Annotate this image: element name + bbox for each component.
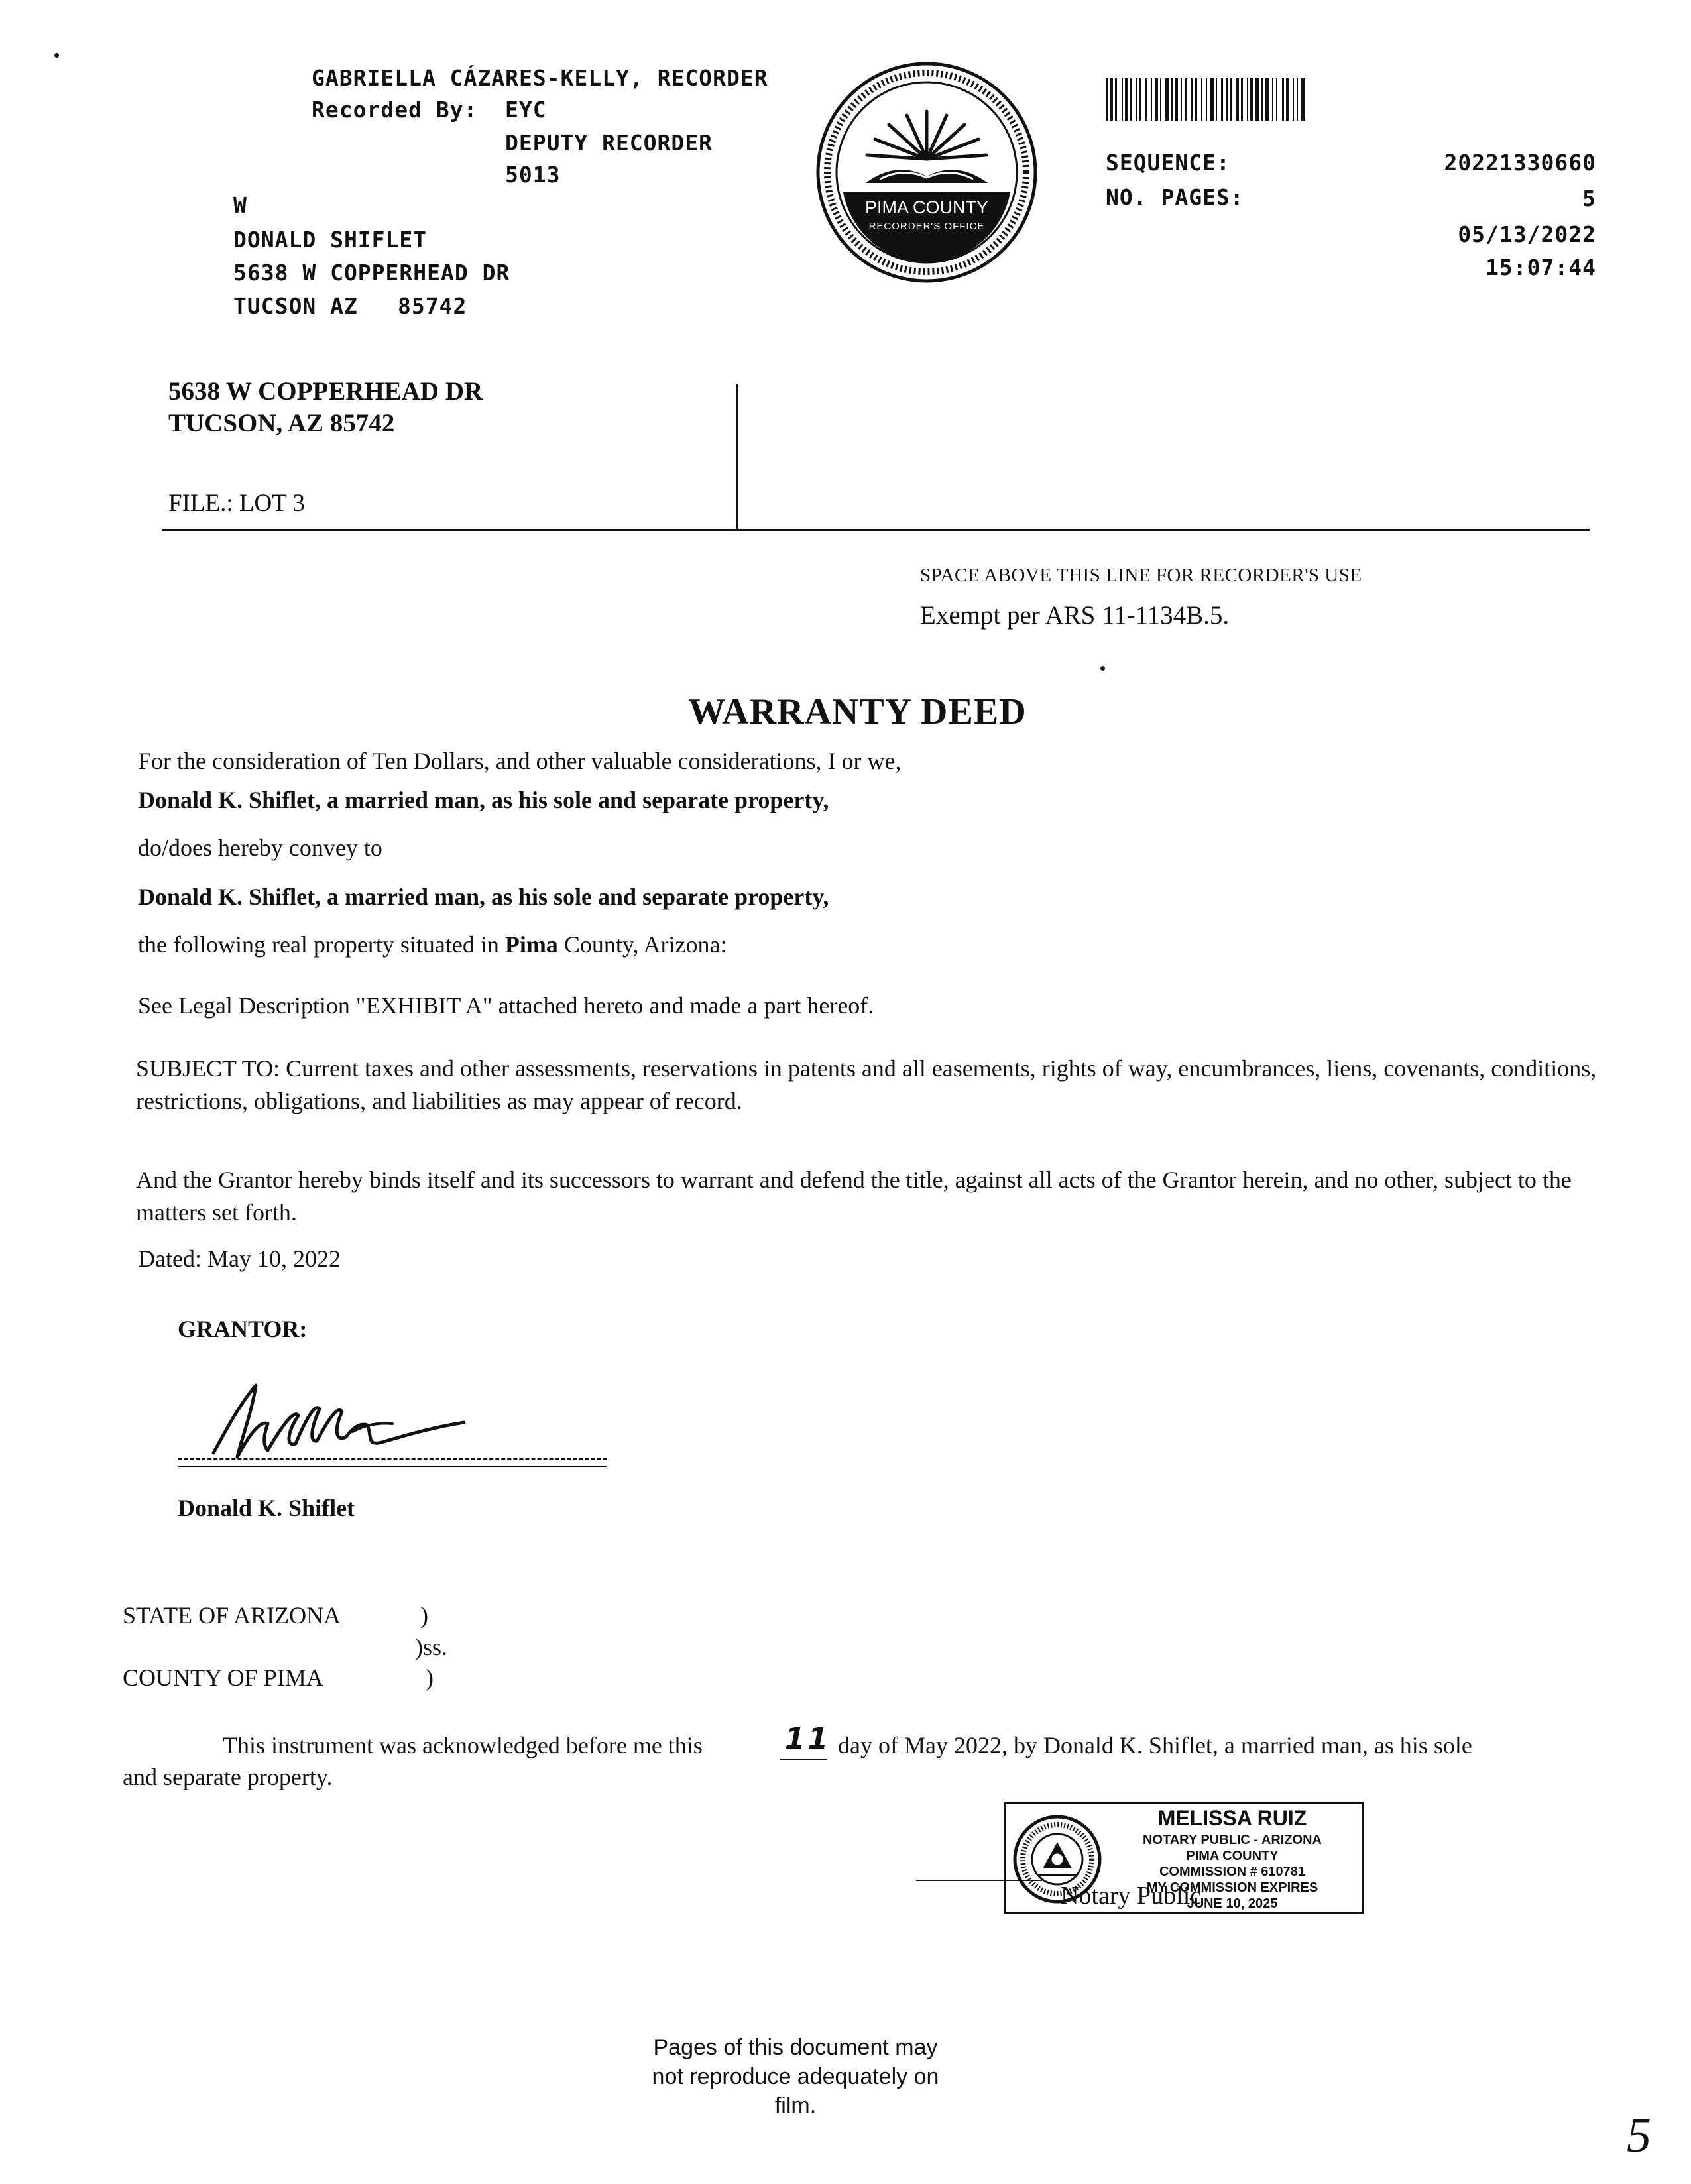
ack-text-cont: and separate property.: [123, 1764, 333, 1790]
file-number: FILE.: LOT 3: [168, 490, 305, 517]
venue-paren-1: ): [420, 1602, 428, 1629]
pages-label: NO. PAGES:: [1106, 184, 1244, 210]
situated-prefix: the following real property situated in: [138, 931, 505, 958]
notary-seal-icon: [1011, 1813, 1104, 1906]
venue-paren-2: ): [426, 1664, 434, 1691]
pima-county-seal: [814, 60, 1039, 285]
consideration-text: For the consideration of Ten Dollars, and other valuable considerations, I or we,: [138, 748, 902, 774]
legal-description: See Legal Description "EXHIBIT A" attached hereto and made a part hereof.: [138, 992, 874, 1019]
recorder-use-notice: SPACE ABOVE THIS LINE FOR RECORDER'S USE: [920, 565, 1362, 586]
pages-count: 5: [1582, 186, 1596, 211]
ack-day-handwritten: 11: [785, 1722, 831, 1756]
barcode: [1106, 78, 1550, 121]
signature-line: [178, 1458, 607, 1460]
notary-expires-label: MY COMMISSION EXPIRES: [1146, 1880, 1318, 1895]
venue-county: COUNTY OF PIMA: [123, 1664, 323, 1691]
sequence-number: 20221330660: [1444, 150, 1596, 176]
return-street: 5638 W COPPERHEAD DR: [233, 260, 510, 286]
box-divider-vertical: [736, 384, 738, 529]
recording-date: 05/13/2022: [1458, 221, 1596, 247]
warrant-clause: And the Grantor hereby binds itself and its successors to warrant and defend the title, against all acts of the Grantor herein, and no other, subject to the matters set forth.: [136, 1167, 1572, 1226]
notary-name: MELISSA RUIZ: [1157, 1806, 1307, 1830]
recorder-name: GABRIELLA CÁZARES-KELLY, RECORDER: [312, 65, 768, 91]
footer-line-3: film.: [774, 2093, 817, 2118]
venue-state: STATE OF ARIZONA: [123, 1602, 341, 1629]
sequence-label: SEQUENCE:: [1106, 150, 1230, 176]
w-mark: W: [233, 192, 247, 218]
ack-text-before: This instrument was acknowledged before me this: [223, 1732, 703, 1758]
return-name: DONALD SHIFLET: [233, 227, 428, 253]
situated-suffix: County, Arizona:: [557, 931, 727, 958]
grantor-party: Donald K. Shiflet, a married man, as his sole and separate property,: [138, 787, 829, 813]
grantor-signature: [199, 1379, 544, 1471]
notary-county: PIMA COUNTY: [1186, 1849, 1279, 1863]
deputy-title: DEPUTY RECORDER: [505, 130, 713, 156]
signature-line-solid: [178, 1466, 607, 1467]
stray-mark: [54, 53, 59, 58]
exempt-statute: Exempt per ARS 11-1134B.5.: [920, 601, 1230, 630]
grantee-party: Donald K. Shiflet, a married man, as his sole and separate property,: [138, 884, 829, 910]
situated-county: Pima: [504, 931, 558, 958]
seal-county: PIMA COUNTY: [864, 198, 989, 217]
venue-ss: )ss.: [415, 1634, 448, 1660]
return-zip: 85742: [398, 293, 467, 319]
subject-to: SUBJECT TO: Current taxes and other assessments, reservations in patents and all easements, rights of way, encumbrances, liens, covenants, conditions, restrictions, obligations, and liabilities as may appear of record.: [136, 1055, 1597, 1114]
recorded-by: EYC: [505, 97, 547, 123]
ack-text-after: day of May 2022, by Donald K. Shiflet, a married man, as his sole: [838, 1732, 1472, 1758]
recorded-by-label: Recorded By:: [312, 97, 478, 123]
notary-public-label: Notary Public: [1061, 1882, 1202, 1910]
footer-line-2: not reproduce adequately on: [652, 2064, 939, 2089]
property-city: TUCSON, AZ 85742: [168, 409, 395, 437]
seal-office: RECORDER'S OFFICE: [868, 221, 985, 232]
stray-mark: [1100, 666, 1105, 671]
notary-expires-date: JUNE 10, 2025: [1187, 1896, 1278, 1911]
grantor-label: GRANTOR:: [178, 1316, 308, 1342]
footer-line-1: Pages of this document may: [653, 2035, 938, 2060]
notary-commission: COMMISSION # 610781: [1159, 1865, 1306, 1879]
notary-stamp: [1004, 1802, 1364, 1914]
page-mark-handwritten: 5: [1627, 2108, 1651, 2163]
ack-day-underline: [780, 1759, 827, 1760]
return-city: TUCSON AZ: [233, 293, 358, 319]
property-street: 5638 W COPPERHEAD DR: [168, 377, 483, 406]
notary-title: NOTARY PUBLIC - ARIZONA: [1143, 1833, 1322, 1847]
recorder-line: [162, 529, 1590, 531]
dated-line: Dated: May 10, 2022: [138, 1245, 341, 1272]
recording-time: 15:07:44: [1486, 255, 1596, 280]
situated-text: [138, 928, 727, 961]
deputy-number: 5013: [505, 162, 561, 188]
convey-text: do/does hereby convey to: [138, 834, 382, 861]
deed-title: WARRANTY DEED: [688, 691, 1027, 732]
grantor-name: Donald K. Shiflet: [178, 1495, 355, 1521]
